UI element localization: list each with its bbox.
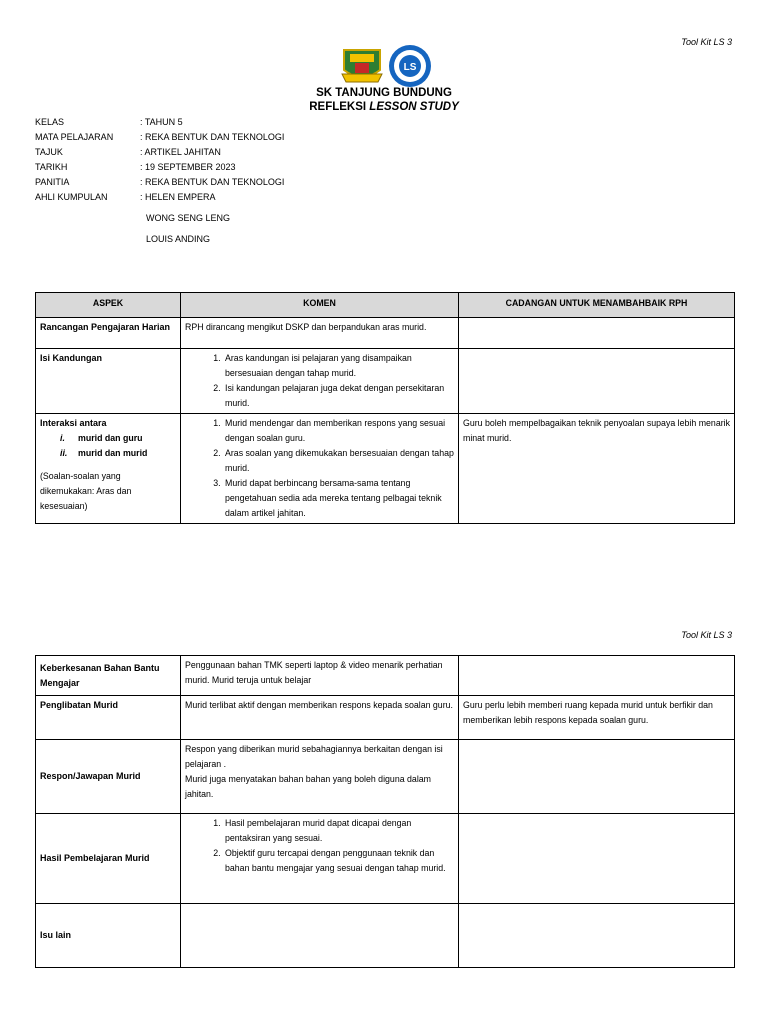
cadangan-cell bbox=[459, 904, 735, 968]
info-value: : 19 SEPTEMBER 2023 bbox=[140, 162, 236, 172]
info-value: : ARTIKEL JAHITAN bbox=[140, 147, 221, 157]
info-row bbox=[35, 145, 284, 160]
info-key: TAJUK bbox=[35, 147, 63, 157]
cadangan-cell: Guru perlu lebih memberi ruang kepada murid untuk berfikir dan memberikan lebih respons kepada soalan guru. bbox=[459, 696, 735, 740]
info-row bbox=[35, 175, 284, 190]
komen-cell: Penggunaan bahan TMK seperti laptop & video menarik perhatian murid. Murid teruja untuk belajar bbox=[181, 656, 459, 696]
table-row bbox=[36, 696, 735, 740]
table-row bbox=[36, 740, 735, 814]
info-value: : HELEN EMPERA bbox=[140, 192, 216, 202]
aspek-cell: Respon/Jawapan Murid bbox=[36, 740, 181, 814]
list-item: 1. Aras kandungan isi pelajaran yang disampaikan bersesuaian dengan tahap murid. bbox=[223, 351, 454, 381]
table-row bbox=[36, 318, 735, 349]
aspek-note: (Soalan-soalan yang dikemukakan: Aras dan kesesuaian) bbox=[40, 471, 132, 511]
list-item: 2. Objektif guru tercapai dengan penggunaan teknik dan bahan bantu mengajar yang sesuai dengan tahap murid. bbox=[223, 846, 454, 876]
aspek-cell bbox=[36, 414, 181, 524]
logo-ls-text: LS bbox=[403, 62, 417, 73]
group-member: LOUIS ANDING bbox=[146, 234, 211, 244]
toolkit-label-page2: Tool Kit LS 3 bbox=[681, 630, 732, 640]
aspek-cell: Rancangan Pengajaran Harian bbox=[36, 318, 181, 349]
table-row bbox=[36, 904, 735, 968]
komen-line: Respon yang diberikan murid sebahagiannya berkaitan dengan isi pelajaran . bbox=[185, 744, 443, 769]
table-row bbox=[36, 414, 735, 524]
info-value: : REKA BENTUK DAN TEKNOLOGI bbox=[140, 132, 285, 142]
info-key: MATA PELAJARAN bbox=[35, 132, 114, 142]
cadangan-cell bbox=[459, 349, 735, 414]
komen-cell: Murid terlibat aktif dengan memberikan respons kepada soalan guru. bbox=[181, 696, 459, 740]
page-title bbox=[0, 101, 768, 113]
cadangan-cell bbox=[459, 814, 735, 904]
cadangan-cell bbox=[459, 656, 735, 696]
info-key: KELAS bbox=[35, 117, 65, 127]
reflection-table-1 bbox=[35, 292, 735, 524]
toolkit-label-top: Tool Kit LS 3 bbox=[681, 37, 732, 47]
aspek-subitem bbox=[60, 431, 176, 446]
info-key: PANITIA bbox=[35, 177, 70, 187]
info-block bbox=[35, 115, 284, 247]
school-crest-icon bbox=[340, 44, 434, 88]
komen-cell bbox=[181, 904, 459, 968]
info-value: : REKA BENTUK DAN TEKNOLOGI bbox=[140, 177, 285, 187]
aspek-cell: Penglibatan Murid bbox=[36, 696, 181, 740]
info-value: : TAHUN 5 bbox=[140, 117, 183, 127]
table-row bbox=[36, 656, 735, 696]
subitem-label: murid dan guru bbox=[78, 433, 143, 443]
table-header-row bbox=[36, 293, 735, 318]
info-row bbox=[35, 115, 284, 130]
subitem-label: murid dan murid bbox=[78, 448, 148, 458]
subitem-number: i. bbox=[60, 433, 65, 443]
title-prefix: REFLEKSI bbox=[309, 101, 370, 113]
komen-cell bbox=[181, 414, 459, 524]
cadangan-cell: Guru boleh mempelbagaikan teknik penyoalan supaya lebih menarik minat murid. bbox=[459, 414, 735, 524]
table-row bbox=[36, 349, 735, 414]
school-logos bbox=[340, 44, 434, 88]
title-italic: LESSON STUDY bbox=[369, 101, 459, 113]
komen-cell bbox=[181, 814, 459, 904]
info-row bbox=[35, 130, 284, 145]
komen-cell: RPH dirancang mengikut DSKP dan berpandukan aras murid. bbox=[181, 318, 459, 349]
header-aspek: ASPEK bbox=[36, 293, 181, 318]
list-item: 1. Hasil pembelajaran murid dapat dicapai dengan pentaksiran yang sesuai. bbox=[223, 816, 454, 846]
komen-cell bbox=[181, 740, 459, 814]
info-key: AHLI KUMPULAN bbox=[35, 192, 108, 202]
subitem-number: ii. bbox=[60, 448, 68, 458]
list-item: 2. Isi kandungan pelajaran juga dekat dengan persekitaran murid. bbox=[223, 381, 454, 411]
list-item: 3. Murid dapat berbincang bersama-sama tentang pengetahuan sedia ada mereka tentang pelbagai teknik dalam artikel jahitan. bbox=[223, 476, 454, 521]
aspek-cell: Isi Kandungan bbox=[36, 349, 181, 414]
cadangan-cell bbox=[459, 740, 735, 814]
komen-line: Murid juga menyatakan bahan bahan yang boleh diguna dalam jahitan. bbox=[185, 774, 432, 799]
aspek-cell: Isu lain bbox=[36, 904, 181, 968]
list-item: 1. Murid mendengar dan memberikan respons yang sesuai dengan soalan guru. bbox=[223, 416, 454, 446]
header-cadangan: CADANGAN UNTUK MENAMBAHBAIK RPH bbox=[459, 293, 735, 318]
aspek-subitem bbox=[60, 446, 176, 461]
aspek-cell: Keberkesanan Bahan Bantu Mengajar bbox=[36, 656, 181, 696]
table-row bbox=[36, 814, 735, 904]
komen-cell bbox=[181, 349, 459, 414]
aspek-cell: Hasil Pembelajaran Murid bbox=[36, 814, 181, 904]
aspek-title: Interaksi antara bbox=[40, 418, 107, 428]
reflection-table-2 bbox=[35, 655, 735, 968]
list-item: 2. Aras soalan yang dikemukakan bersesuaian dengan tahap murid. bbox=[223, 446, 454, 476]
cadangan-cell bbox=[459, 318, 735, 349]
group-member: WONG SENG LENG bbox=[146, 213, 231, 223]
info-row bbox=[35, 160, 284, 175]
info-key: TARIKH bbox=[35, 162, 68, 172]
info-row bbox=[35, 190, 284, 205]
header-komen: KOMEN bbox=[181, 293, 459, 318]
school-name: SK TANJUNG BUNDUNG bbox=[316, 87, 452, 99]
